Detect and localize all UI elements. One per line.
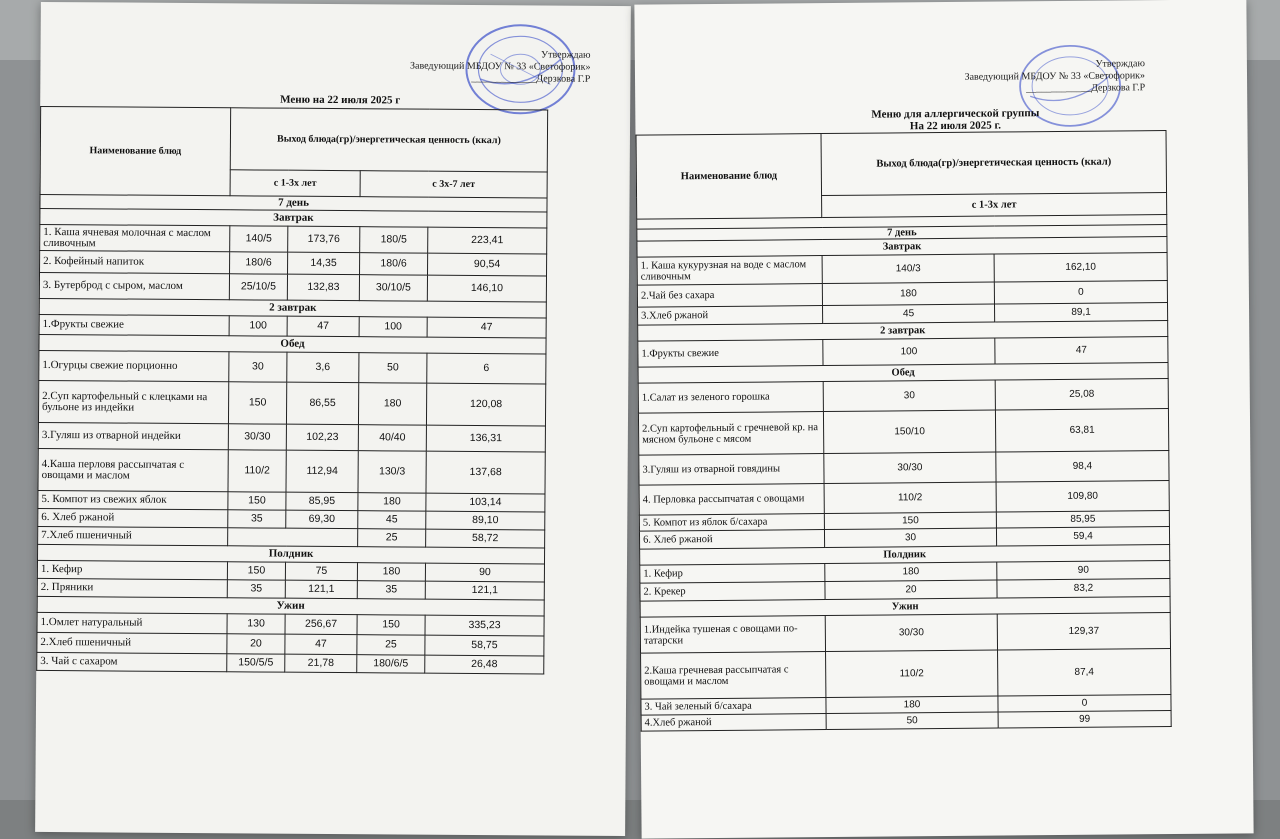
- table-row: [639, 481, 1169, 516]
- value-cell: 150: [824, 512, 996, 530]
- value-cell: 35: [227, 580, 285, 598]
- menu-sheet-main: [35, 2, 631, 836]
- approval-line: Заведующий МБДОУ № 33 «Светофорик»: [409, 60, 591, 73]
- dish-name: 1.Фрукты свежие: [39, 314, 229, 335]
- value-cell: 47: [285, 634, 357, 655]
- value-cell: 30: [823, 380, 995, 411]
- dish-name: 2. Пряники: [37, 578, 227, 597]
- value-cell: 103,14: [426, 493, 545, 512]
- approval-block: [905, 58, 1145, 96]
- value-cell: 180: [825, 562, 997, 582]
- value-cell: 6: [427, 353, 546, 384]
- value-cell: 25: [358, 529, 426, 547]
- value-cell: 25/10/5: [229, 274, 287, 300]
- value-cell: 335,23: [425, 615, 544, 636]
- value-cell: 150/5/5: [227, 654, 285, 672]
- menu-title: [835, 107, 1075, 133]
- header-row: [40, 106, 547, 172]
- dish-name: 5. Компот из свежих яблок: [38, 490, 228, 509]
- dish-name: 1.Омлет натуральный: [37, 612, 227, 633]
- dish-name: 6. Хлеб ржаной: [639, 530, 824, 550]
- header-cell-name: Наименование блюд: [636, 134, 822, 220]
- value-cell: 30/30: [228, 424, 286, 450]
- value-cell: 58,75: [425, 635, 544, 656]
- value-cell: 47: [287, 316, 359, 337]
- section-heading: Обед: [638, 363, 1168, 384]
- value-cell: 150/10: [823, 410, 995, 453]
- dish-name: 1. Каша кукурузная на воде с маслом сливочным: [637, 256, 822, 286]
- empty-cell: [228, 528, 358, 547]
- value-cell: 110/2: [826, 650, 998, 697]
- value-cell: 69,30: [286, 510, 358, 529]
- dish-name: 2.Суп картофельный с клецками на бульоне из индейки: [38, 380, 228, 423]
- dish-name: 1. Кефир: [640, 564, 825, 584]
- value-cell: 90: [425, 563, 544, 582]
- value-cell: 0: [998, 695, 1171, 713]
- day-cell: 7 день: [40, 194, 547, 212]
- value-cell: 86,55: [286, 382, 358, 425]
- value-cell: 180/6: [230, 252, 288, 274]
- value-cell: 129,37: [997, 613, 1170, 651]
- value-cell: 100: [823, 338, 995, 365]
- approval-line: _____________Дерзкова Г.Р: [1026, 82, 1146, 95]
- table-row: [641, 711, 1171, 732]
- dish-name: 5. Компот из яблок б/сахара: [639, 514, 824, 532]
- dish-name: 3.Гуляш из отварной индейки: [38, 422, 228, 449]
- value-cell: 50: [826, 712, 998, 730]
- dish-name: 2. Кофейный напиток: [40, 250, 230, 273]
- section-heading: Обед: [39, 334, 546, 354]
- value-cell: 120,08: [426, 383, 545, 426]
- menu-title: Меню на 22 июля 2025 г: [280, 93, 401, 107]
- value-cell: 0: [994, 281, 1167, 305]
- value-cell: 180/6: [360, 253, 428, 275]
- dish-name: 4. Перловка рассыпчатая с овощами: [639, 484, 824, 516]
- value-cell: 47: [427, 317, 546, 338]
- section-heading: 2 завтрак: [638, 321, 1168, 342]
- dish-name: 2.Суп картофельный с гречневой кр. на мясном бульоне с мясом: [638, 412, 823, 456]
- header-cell-output: Выход блюда(гр)/энергетическая ценность (ккал): [821, 131, 1167, 196]
- value-cell: 26,48: [425, 655, 544, 674]
- header-row: [636, 131, 1167, 198]
- table-row: [39, 272, 546, 302]
- value-cell: 102,23: [286, 424, 358, 451]
- value-cell: 58,72: [426, 529, 545, 548]
- value-cell: 90: [997, 561, 1170, 581]
- header-cell-age: с 1-3х лет: [230, 170, 360, 197]
- dish-name: 2. Крекер: [640, 582, 825, 602]
- value-cell: 180: [357, 563, 425, 581]
- value-cell: 132,83: [287, 274, 359, 301]
- value-cell: 110/2: [228, 450, 286, 492]
- value-cell: 146,10: [427, 275, 546, 302]
- dish-name: 3.Хлеб ржаной: [638, 306, 823, 326]
- dish-name: 3. Бутерброд с сыром, маслом: [39, 272, 229, 299]
- header-cell-name: Наименование блюд: [40, 106, 231, 195]
- dish-name: 1.Индейка тушеная с овощами по-татарски: [640, 616, 825, 654]
- value-cell: 25,08: [995, 379, 1168, 411]
- value-cell: 100: [359, 317, 427, 337]
- menu-title-line: На 22 июля 2025 г.: [909, 119, 1002, 133]
- header-cell-age: с 3х-7 лет: [360, 171, 547, 198]
- table-row: [638, 379, 1168, 414]
- value-cell: 50: [359, 353, 427, 383]
- value-cell: 150: [228, 382, 286, 424]
- section-heading: Ужин: [640, 597, 1170, 618]
- value-cell: 100: [229, 316, 287, 336]
- approval-line: Утверждаю: [541, 49, 591, 61]
- value-cell: 85,95: [996, 511, 1169, 529]
- value-cell: 90,54: [428, 253, 547, 276]
- dish-name: 3. Чай с сахаром: [37, 652, 227, 671]
- value-cell: 87,4: [998, 649, 1171, 697]
- value-cell: 30/10/5: [359, 275, 427, 301]
- value-cell: 30/30: [824, 452, 996, 483]
- dish-name: 3.Гуляш из отварной говядины: [639, 454, 824, 486]
- dish-name: 2.Каша гречневая рассыпчатая с овощами и маслом: [641, 652, 826, 700]
- value-cell: 63,81: [995, 409, 1168, 453]
- value-cell: 35: [228, 510, 286, 528]
- value-cell: 35: [357, 581, 425, 599]
- dish-name: 2.Хлеб пшеничный: [37, 632, 227, 653]
- value-cell: 40/40: [358, 425, 426, 451]
- value-cell: 98,4: [996, 451, 1169, 483]
- table-row: [40, 224, 547, 254]
- value-cell: 180: [358, 493, 426, 511]
- section-heading: 2 завтрак: [39, 298, 546, 318]
- value-cell: 223,41: [428, 227, 547, 254]
- dish-name: 2.Чай без сахара: [637, 284, 822, 308]
- dish-name: 1.Фрукты свежие: [638, 340, 823, 368]
- table-row: [639, 451, 1169, 486]
- value-cell: 75: [285, 562, 357, 581]
- value-cell: 47: [995, 337, 1168, 365]
- section-heading: Полдник: [640, 545, 1170, 566]
- day-cell: 7 день: [637, 225, 1167, 242]
- value-cell: 180/6/5: [357, 655, 425, 673]
- value-cell: 20: [825, 580, 997, 600]
- value-cell: 121,1: [425, 581, 544, 600]
- value-cell: 20: [227, 634, 285, 654]
- value-cell: 83,2: [997, 579, 1170, 599]
- header-cell-age: с 1-3х лет: [822, 193, 1167, 218]
- value-cell: 137,68: [426, 451, 545, 494]
- dish-name: 6. Хлеб ржаной: [38, 508, 228, 527]
- menu-table: [636, 130, 1172, 732]
- dish-name: 3. Чай зеленый б/сахара: [641, 698, 826, 716]
- value-cell: 130/3: [358, 451, 426, 493]
- value-cell: 130: [227, 614, 285, 634]
- table-row: [638, 409, 1168, 456]
- value-cell: 45: [823, 304, 995, 324]
- menu-sheet-allergy: [634, 0, 1253, 839]
- dish-name: 4.Хлеб ржаной: [641, 714, 826, 732]
- value-cell: 109,80: [996, 481, 1169, 513]
- table-row: [37, 652, 544, 674]
- value-cell: 89,1: [994, 303, 1167, 323]
- value-cell: 140/3: [822, 254, 994, 283]
- value-cell: 180: [358, 383, 426, 425]
- value-cell: 30: [824, 528, 996, 548]
- value-cell: 140/5: [230, 226, 288, 252]
- section-heading: Ужин: [37, 596, 544, 616]
- menu-title-line: Меню для аллергической группы: [871, 107, 1040, 121]
- value-cell: 150: [357, 615, 425, 635]
- value-cell: 173,76: [288, 226, 360, 253]
- value-cell: 30/30: [825, 614, 997, 651]
- value-cell: 99: [998, 711, 1171, 729]
- dish-name: 4.Каша перловя рассыпчатая с овощами и маслом: [38, 448, 228, 491]
- value-cell: 150: [227, 562, 285, 580]
- table-row: [39, 350, 546, 384]
- value-cell: 180: [822, 282, 994, 306]
- value-cell: 3,6: [287, 352, 359, 383]
- value-cell: 59,4: [996, 527, 1169, 547]
- value-cell: 256,67: [285, 614, 357, 635]
- value-cell: 136,31: [426, 425, 545, 452]
- value-cell: 30: [229, 352, 287, 382]
- approval-line: _____________Дерзкова Г.Р: [471, 72, 591, 85]
- table-row: [38, 380, 545, 426]
- approval-line: Заведующий МБДОУ № 33 «Светофорик»: [964, 70, 1146, 83]
- value-cell: 162,10: [994, 253, 1167, 283]
- value-cell: 180/5: [360, 227, 428, 253]
- menu-table: [36, 106, 548, 675]
- table-row: [640, 613, 1170, 654]
- dish-name: 1. Кефир: [37, 560, 227, 579]
- table-row: [38, 422, 545, 452]
- dish-name: 1.Салат из зеленого горошка: [638, 382, 823, 414]
- value-cell: 25: [357, 635, 425, 655]
- value-cell: 85,95: [286, 492, 358, 511]
- dish-name: 1. Каша ячневая молочная с маслом сливочным: [40, 224, 230, 251]
- value-cell: 45: [358, 511, 426, 529]
- section-heading: Завтрак: [40, 208, 547, 228]
- header-cell-output: Выход блюда(гр)/энергетическая ценность (ккал): [230, 108, 547, 172]
- value-cell: 112,94: [286, 450, 358, 493]
- value-cell: 14,35: [288, 252, 360, 275]
- value-cell: 121,1: [285, 580, 357, 599]
- dish-name: 7.Хлеб пшеничный: [38, 526, 228, 545]
- dish-name: 1.Огурцы свежие порционно: [39, 350, 229, 381]
- value-cell: 150: [228, 492, 286, 510]
- value-cell: 180: [826, 696, 998, 714]
- approval-block: [340, 48, 590, 86]
- table-row: [38, 448, 545, 494]
- approval-line: Утверждаю: [1095, 58, 1145, 70]
- value-cell: 21,78: [285, 654, 357, 673]
- value-cell: 89,10: [426, 511, 545, 530]
- section-heading: Полдник: [38, 544, 545, 564]
- value-cell: 110/2: [824, 482, 996, 513]
- table-row: [641, 649, 1171, 700]
- section-heading: Завтрак: [637, 237, 1167, 258]
